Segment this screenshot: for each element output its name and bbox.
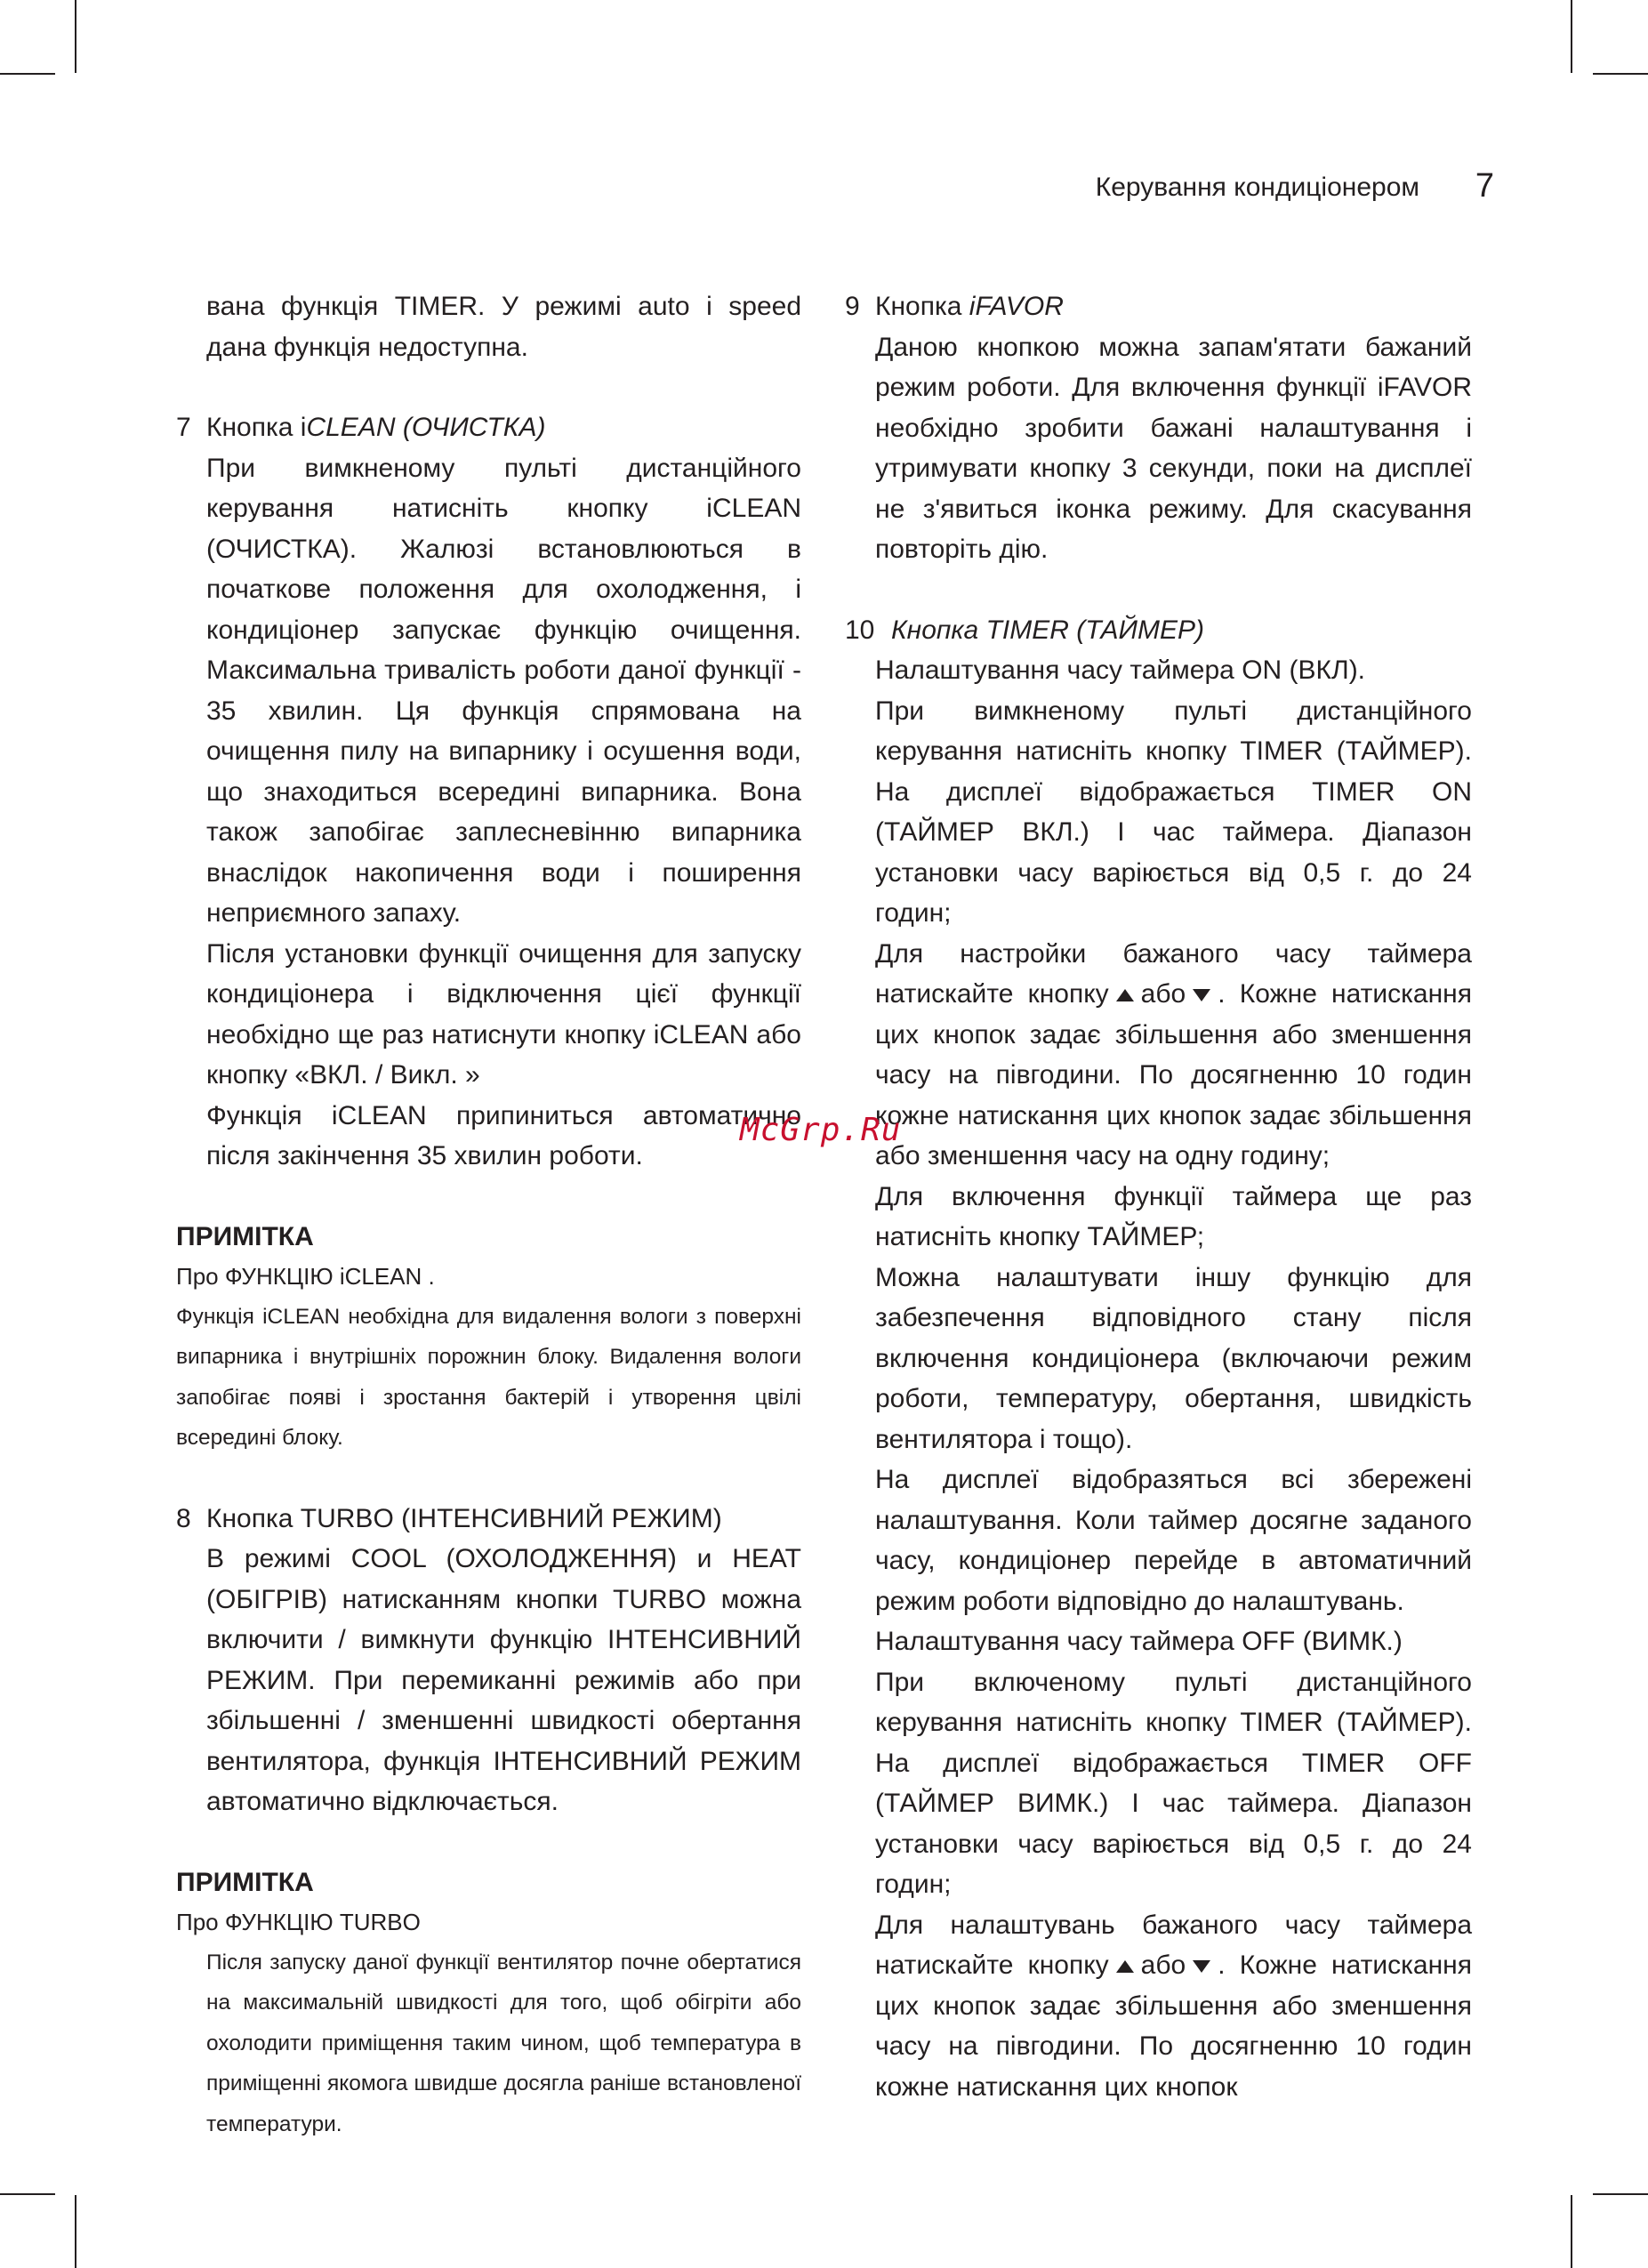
page-number: 7 bbox=[1475, 167, 1494, 205]
item-9-heading-text: Кнопка bbox=[875, 292, 969, 321]
crop-mark bbox=[75, 2195, 76, 2268]
note-title: ПРИМІТКА bbox=[176, 1221, 314, 1251]
intro-paragraph: вана функція TIMER. У режимі auto і speed дана функція недоступна. bbox=[206, 292, 801, 362]
arrow-up-icon bbox=[1116, 989, 1134, 1001]
item-9-paragraph: Даною кнопкою можна запам'ятати бажаний режим роботи. Для включення функції iFAVOR необхідно зробити бажані налаштування і утримувати кнопку 3 секунди, поки на дисплеї не з'явиться іконка режиму. Для скасування повторіть дію. bbox=[875, 332, 1472, 564]
note-subtitle: Про ФУНКЦІЮ TURBO bbox=[176, 1908, 421, 1935]
crop-mark bbox=[1593, 73, 1648, 75]
crop-mark bbox=[75, 0, 76, 73]
text-span: . Кожне натискання цих кнопок задає збільшення або зменшення часу на півгодини. По досягненню 10 годин кожне натискання цих кнопок bbox=[875, 1950, 1472, 2102]
item-number: 10 bbox=[845, 615, 875, 645]
item-7-heading-italic: CLEAN (ОЧИСТКА) bbox=[306, 413, 546, 442]
item-9-heading bbox=[845, 286, 1472, 327]
arrow-up-icon bbox=[1116, 1960, 1134, 1973]
item-10-paragraph: Налаштування часу таймера ON (ВКЛ). bbox=[875, 655, 1366, 685]
crop-mark bbox=[1571, 2195, 1572, 2268]
item-10-paragraph bbox=[845, 1905, 1472, 2108]
item-10-heading bbox=[845, 610, 1472, 651]
item-number: 9 bbox=[845, 292, 860, 321]
text-span: або bbox=[1140, 1950, 1186, 1980]
note-subtitle: Про ФУНКЦІЮ iCLEAN . bbox=[176, 1262, 435, 1290]
item-9-heading-italic: iFAVOR bbox=[969, 292, 1064, 321]
text-span: Для налаштувань бажаного часу таймера натискайте кнопку bbox=[875, 1910, 1472, 1980]
crop-mark bbox=[1593, 2193, 1648, 2195]
item-10-paragraph: При включеному пульті дистанційного керування натисніть кнопку TIMER (ТАЙМЕР). На дисплеї відображається TIMER OFF (ТАЙМЕР ВИМК.) І час таймера. Діапазон установки часу варіюється від 0,5 г. до 24 годин; bbox=[875, 1667, 1472, 1899]
text-span: або bbox=[1140, 979, 1186, 1009]
item-10-paragraph: На дисплеї відобразяться всі збережені налаштування. Коли таймер досягне заданого часу, кондиціонер перейде в автоматичний режим роботи відповідно до налаштувань. bbox=[875, 1465, 1472, 1616]
arrow-down-icon bbox=[1193, 1960, 1210, 1973]
item-10-paragraph: Можна налаштувати іншу функцію для забезпечення відповідного стану після включення кондиціонера (включаючи режим роботи, температуру, обертання, швидкість вентилятора і тощо). bbox=[875, 1262, 1472, 1454]
item-7-paragraph: Функція iCLEAN припиниться автоматично після закінчення 35 хвилин роботи. bbox=[206, 1100, 801, 1170]
item-8-paragraph: В режимі COOL (ОХОЛОДЖЕННЯ) и HEAT (ОБІГРІВ) натисканням кнопки TURBO можна включити / вимкнути функцію ІНТЕНСИВНИЙ РЕЖИМ. При перемиканні режимів або при збільшенні / зменшенні швидкості обертання вентилятора, функція ІНТЕНСИВНИЙ РЕЖИМ автоматично відключається. bbox=[206, 1544, 801, 1816]
note-text: Після запуску даної функції вентилятор почне обертатися на максимальній швидкості для того, щоб обігріти або охолодити приміщення таким чином, щоб температура в приміщенні якомога швидше досягла раніше встановленої температури. bbox=[206, 1950, 801, 2136]
crop-mark bbox=[0, 2193, 55, 2195]
item-7-paragraph: Після установки функції очищення для запуску кондиціонера і відключення цієї функції необхідно ще раз натиснути кнопку iCLEAN або кнопку «ВКЛ. / Викл. » bbox=[206, 938, 801, 1090]
item-10-paragraph: Налаштування часу таймера OFF (ВИМК.) bbox=[875, 1627, 1403, 1656]
note-text: Функція iCLEAN необхідна для видалення вологи з поверхні випарника і внутрішніх порожнин блоку. Видалення вологи запобігає появі і зростання бактерій і утворення цвілі всередині блоку. bbox=[176, 1304, 801, 1450]
right-column bbox=[845, 286, 1472, 2107]
text-span: Для настройки бажаного часу таймера натискайте кнопку bbox=[875, 938, 1472, 1009]
text-span: . Кожне натискання цих кнопок задає збільшення або зменшення часу на півгодини. По досягненню 10 годин кожне натискання цих кнопок задає збільшення або зменшення часу на одну годину; bbox=[875, 979, 1472, 1170]
item-10-paragraph: Для включення функції таймера ще раз натисніть кнопку ТАЙМЕР; bbox=[875, 1181, 1472, 1251]
page-header bbox=[978, 167, 1494, 212]
item-10-heading-text: Кнопка TIMER (ТАЙМЕР) bbox=[891, 615, 1205, 645]
item-7-heading-text: Кнопка i bbox=[206, 413, 307, 442]
item-7-paragraph: При вимкненому пульті дистанційного керування натисніть кнопку iCLEAN (ОЧИСТКА). Жалюзі встановлюються в початкове положення для охолодження, і кондиціонер запускає функцію очищення. Максимальна тривалість роботи даної функції - 35 хвилин. Ця функція спрямована на очищення пилу на випарнику і осушення води, що знаходиться всередині випарника. Вона також запобігає заплесневінню випарника внаслідок накопичення води і поширення неприємного запаху. bbox=[206, 453, 801, 928]
item-number: 8 bbox=[176, 1503, 191, 1533]
item-7-heading bbox=[176, 407, 801, 448]
item-8-heading bbox=[176, 1499, 801, 1540]
arrow-down-icon bbox=[1193, 989, 1210, 1001]
item-10-paragraph: При вимкненому пульті дистанційного керування натисніть кнопку TIMER (ТАЙМЕР). На дисплеї відображається TIMER ON (ТАЙМЕР ВКЛ.) І час таймера. Діапазон установки часу варіюється від 0,5 г. до 24 годин; bbox=[875, 696, 1472, 928]
watermark: McGrp.Ru bbox=[740, 1112, 902, 1148]
crop-mark bbox=[1571, 0, 1572, 73]
header-title: Керування кондиціонером bbox=[1095, 173, 1419, 202]
item-number: 7 bbox=[176, 413, 191, 442]
note-title: ПРИМІТКА bbox=[176, 1867, 314, 1897]
item-10-paragraph bbox=[845, 934, 1472, 1177]
left-column bbox=[176, 286, 801, 2144]
crop-mark bbox=[0, 73, 55, 75]
item-8-heading-text: Кнопка TURBO (ІНТЕНСИВНИЙ РЕЖИМ) bbox=[206, 1503, 722, 1533]
